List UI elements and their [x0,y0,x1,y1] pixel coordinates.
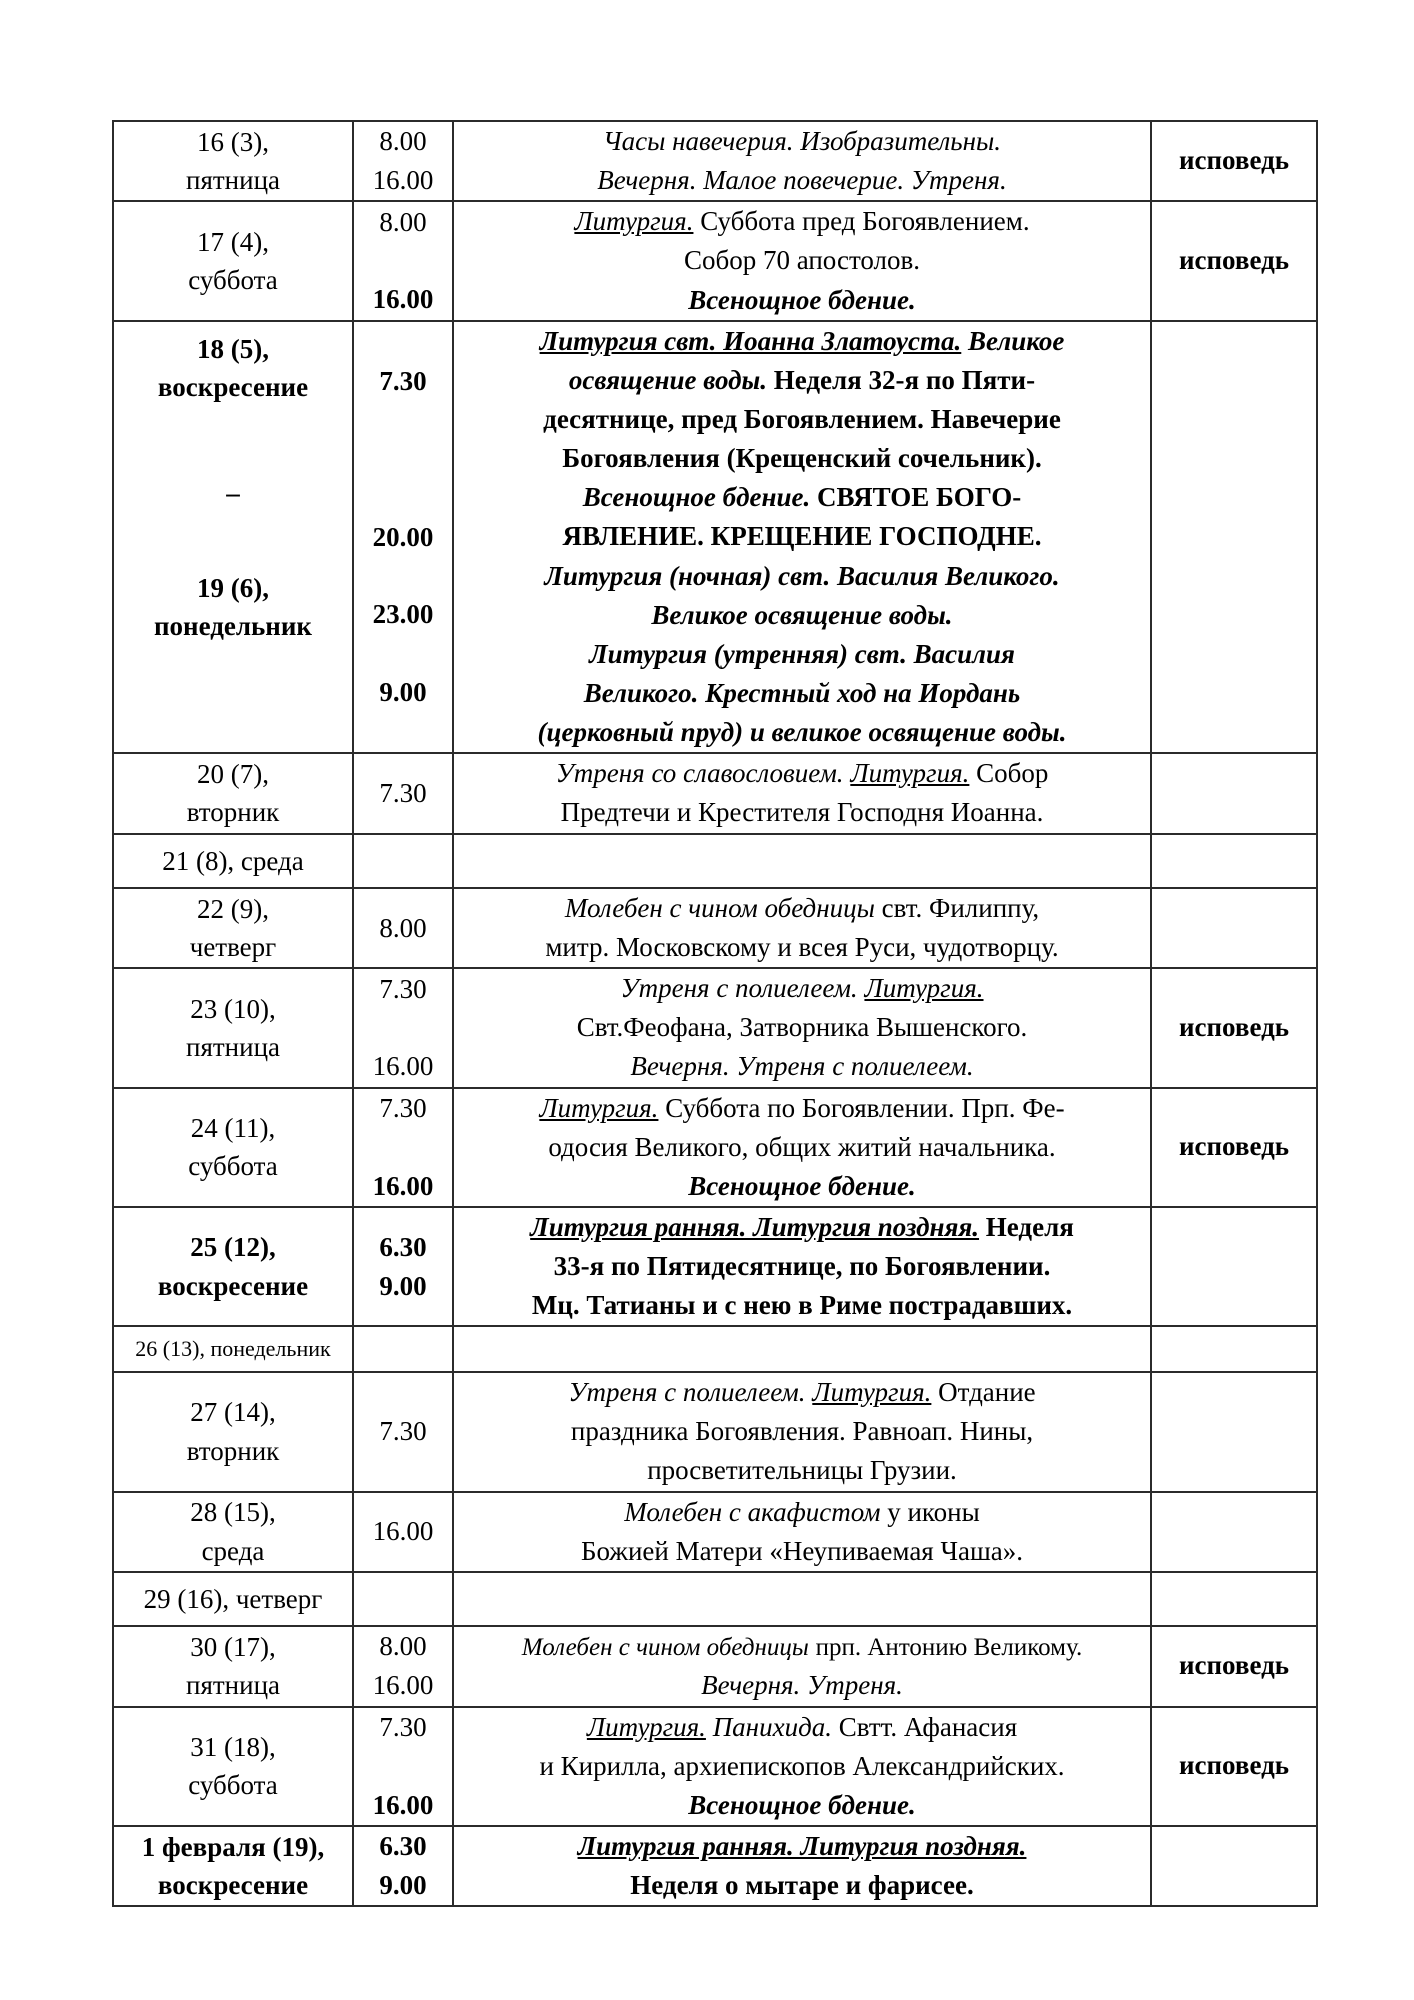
desc-text: Неделя [985,1211,1074,1242]
desc-liturgy-term: Литургия. [812,1377,932,1408]
desc-text: Свтт. Афанасия [838,1711,1018,1742]
weekday-line: понедельник [154,611,312,642]
table-row [113,1626,1317,1706]
table-row [113,201,1317,320]
confession-cell [1151,1572,1317,1626]
time-line: 16.00 [372,1516,434,1547]
desc-text: Собор [976,758,1049,789]
desc-line [454,557,1150,596]
date-line: 29 (16), четверг [143,1583,323,1614]
date-line: 22 (9), [197,893,269,924]
desc-italic: Великого. Крестный ход на Иордань [583,677,1021,708]
date-line: 30 (17), [190,1631,276,1662]
desc-line [454,889,1150,928]
table-row [113,1372,1317,1491]
table-row [113,888,1317,968]
desc-italic: Молебен с чином обедницы [521,1634,809,1662]
time-line: 7.30 [379,1416,427,1447]
date-line: 18 (5), [197,333,269,364]
date-line: 31 (18), [190,1731,276,1762]
date-cell [113,968,353,1087]
desc-italic: освящение воды. [568,364,767,395]
desc-line [454,1627,1150,1666]
desc-liturgy-term: Литургия. [586,1711,706,1742]
time-line: 8.00 [379,126,427,157]
table-row [113,1492,1317,1572]
description-cell [453,321,1151,754]
table-row-empty [113,1572,1317,1626]
desc-line: одосия Великого, общих житий начальника. [548,1131,1056,1162]
confession-cell [1151,834,1317,888]
time-cell [353,1372,453,1491]
desc-text: у иконы [887,1496,980,1527]
desc-line [454,713,1150,752]
date-top [114,330,352,407]
date-line: 16 (3), [197,126,269,157]
time-line: 8.00 [379,912,427,943]
date-cell [113,834,353,888]
desc-text: Неделя 32-я по Пяти- [773,364,1036,395]
desc-text: Суббота пред Богоявлением. [700,206,1030,237]
time-line: 9.00 [379,677,427,708]
desc-line: просветительницы Грузии. [647,1455,957,1486]
desc-italic: Молебен с акафистом [624,1496,881,1527]
desc-italic: Вечерня. Утреня с полиелеем. [630,1051,974,1082]
time-cell [353,1826,453,1906]
date-line: 23 (10), [190,993,276,1024]
weekday-line: вторник [186,1435,280,1466]
table-row [113,1207,1317,1326]
description-cell [453,834,1151,888]
confession-cell [1151,321,1317,754]
desc-text: прп. Антонию Великому. [815,1634,1083,1662]
desc-italic: Литургия (утренняя) свт. Василия [589,638,1015,669]
time-cell [353,1626,453,1706]
desc-line [454,1666,1150,1705]
desc-line: Мц. Татианы и с нею в Риме пострадавших. [531,1290,1073,1321]
table-row-empty [113,834,1317,888]
table-row-feast-block [113,321,1317,754]
description-cell [453,753,1151,833]
desc-liturgy-term: Литургия. [864,973,984,1004]
time-line: 7.30 [379,366,427,397]
confession-cell [1151,1826,1317,1906]
desc-line: 33-я по Пятидесятнице, по Богоявлении. [553,1251,1051,1282]
desc-line: Богоявления (Крещенский сочельник). [562,443,1042,474]
desc-italic: Утреня с полиелеем. [568,1377,806,1408]
desc-line [454,1827,1150,1866]
weekday-line: воскресение [157,372,309,403]
desc-liturgy-term: Литургия ранняя. Литургия поздняя. [577,1830,1027,1861]
time-line: 16.00 [372,284,434,315]
desc-italic: Всенощное бдение. [582,482,811,513]
description-cell [453,1372,1151,1491]
confession-cell [1151,888,1317,968]
desc-line [454,1708,1150,1747]
desc-text: Отдание [938,1377,1036,1408]
desc-italic: Великое [968,325,1065,356]
desc-line [454,122,1150,161]
time-line: 7.30 [379,973,427,1004]
date-cell [113,888,353,968]
confession-cell: исповедь [1151,1707,1317,1826]
desc-italic: Вечерня. Утреня. [701,1670,903,1701]
time-line: 7.30 [379,777,427,808]
date-cell [113,1492,353,1572]
desc-vigil-term: Всенощное бдение. [688,284,916,315]
desc-line [454,1047,1150,1086]
weekday-line: среда [201,1535,265,1566]
date-line: 20 (7), [197,759,269,790]
date-cell [113,1088,353,1207]
time-line: 20.00 [372,521,434,552]
date-cell [113,753,353,833]
service-schedule-table [112,120,1318,1907]
date-cell [113,201,353,320]
time-line: 6.30 [379,1831,427,1862]
desc-line [454,322,1150,361]
desc-liturgy-term: Литургия свт. Иоанна Златоуста. [539,325,962,356]
confession-cell [1151,1372,1317,1491]
desc-line [454,281,1150,320]
date-cell-range [113,321,353,754]
date-line: 1 февраля (19), [141,1831,325,1862]
description-cell [453,1326,1151,1372]
date-range-stack [114,322,352,652]
time-line: 8.00 [379,206,427,237]
desc-liturgy-term: Литургия. [574,206,694,237]
weekday-line: суббота [188,264,278,295]
desc-line [454,969,1150,1008]
confession-cell [1151,1326,1317,1372]
date-line: 27 (14), [190,1397,276,1428]
confession-cell: исповедь [1151,1626,1317,1706]
weekday-line: суббота [188,1151,278,1182]
confession-cell: исповедь [1151,1088,1317,1207]
description-cell [453,1492,1151,1572]
date-line: 26 (13), понедельник [135,1336,331,1362]
desc-italic: Великое освящение воды. [651,599,953,630]
time-cell [353,1326,453,1372]
time-line: 7.30 [379,1711,427,1742]
date-cell [113,121,353,201]
desc-line [454,1786,1150,1825]
date-cell [113,1572,353,1626]
desc-line: праздника Богоявления. Равноап. Нины, [570,1416,1034,1447]
desc-line [454,1208,1150,1247]
description-cell [453,1707,1151,1826]
table-row-empty [113,1326,1317,1372]
desc-vigil-term: Всенощное бдение. [688,1789,916,1820]
weekday-line: пятница [186,1031,280,1062]
desc-italic: Панихида. [712,1711,832,1742]
date-line: 17 (4), [197,226,269,257]
time-line: 16.00 [372,1051,434,1082]
weekday-line: пятница [186,165,280,196]
date-bottom [114,569,352,646]
desc-italic: Часы навечерия. Изобразительны. [602,126,1001,156]
confession-cell: исповедь [1151,201,1317,320]
date-cell [113,1372,353,1491]
description-cell [453,1572,1151,1626]
description-cell [453,1826,1151,1906]
description-cell [453,1626,1151,1706]
weekday-line: воскресение [157,1270,309,1301]
desc-text: СВЯТОЕ БОГО- [816,482,1022,513]
desc-line [454,361,1150,400]
desc-line [454,202,1150,241]
desc-italic: Молебен с чином обедницы [564,892,875,923]
date-cell [113,1207,353,1326]
time-line: 16.00 [372,1670,434,1701]
desc-liturgy-term: Литургия. [850,758,970,789]
desc-italic: Вечерня. Малое повечерие. Утреня. [597,165,1007,196]
date-cell [113,1707,353,1826]
desc-line [454,161,1150,200]
time-cell [353,1492,453,1572]
desc-vigil-term: Всенощное бдение. [688,1170,916,1201]
time-cell [353,121,453,201]
time-line: 16.00 [372,1170,434,1201]
date-range-dash: – [226,477,240,508]
desc-line [454,1167,1150,1206]
time-line: 16.00 [372,1789,434,1820]
description-cell [453,1207,1151,1326]
desc-text: свт. Филиппу, [881,892,1040,923]
date-line: 21 (8), среда [162,845,304,876]
desc-italic: Утреня со славословием. [555,758,844,789]
time-cell [353,1207,453,1326]
time-cell [353,201,453,320]
desc-line: митр. Московскому и всея Руси, чудотворцу. [545,932,1059,962]
desc-line [454,1493,1150,1532]
time-line: 23.00 [372,599,434,630]
desc-line [454,674,1150,713]
time-line: 9.00 [379,1270,427,1301]
desc-liturgy-term: Литургия ранняя. Литургия поздняя. [530,1211,980,1242]
table-row [113,1088,1317,1207]
time-line: 8.00 [379,1631,427,1662]
confession-cell: исповедь [1151,121,1317,201]
table-row [113,1707,1317,1826]
desc-line: Неделя о мытаре и фарисее. [630,1870,974,1901]
desc-line [454,754,1150,793]
desc-line: десятнице, пред Богоявлением. Навечерие [543,403,1061,434]
desc-text: Суббота по Богоявлении. Прп. Фе- [665,1092,1065,1123]
time-cell [353,753,453,833]
time-cell [353,321,453,754]
description-cell [453,888,1151,968]
table-row [113,753,1317,833]
date-cell [113,1826,353,1906]
confession-cell [1151,753,1317,833]
time-cell [353,1088,453,1207]
weekday-line: вторник [186,797,280,828]
date-cell [113,1326,353,1372]
desc-line: Божией Матери «Неупиваемая Чаша». [580,1535,1024,1566]
time-line: 7.30 [379,1092,427,1123]
description-cell [453,121,1151,201]
table-row [113,121,1317,201]
desc-line [454,478,1150,517]
description-cell [453,1088,1151,1207]
desc-line: ЯВЛЕНИЕ. КРЕЩЕНИЕ ГОСПОДНЕ. [562,521,1042,552]
desc-italic: Утреня с полиелеем. [620,973,858,1004]
desc-line [454,1373,1150,1412]
time-line: 9.00 [379,1870,427,1901]
time-cell [353,834,453,888]
time-cell [353,1707,453,1826]
weekday-line: суббота [188,1770,278,1801]
description-cell [453,968,1151,1087]
table-row [113,968,1317,1087]
desc-line [454,596,1150,635]
desc-line: Предтечи и Крестителя Господня Иоанна. [560,797,1044,828]
desc-italic: Литургия (ночная) свт. Василия Великого. [544,560,1060,591]
desc-line: и Кирилла, архиепископов Александрийских. [539,1750,1065,1781]
weekday-line: пятница [186,1670,280,1701]
date-line: 25 (12), [190,1232,276,1263]
desc-line [454,1089,1150,1128]
weekday-line: воскресение [157,1870,309,1901]
description-cell [453,201,1151,320]
desc-line: Собор 70 апостолов. [683,245,921,276]
time-cell [353,1572,453,1626]
confession-cell [1151,1492,1317,1572]
weekday-line: четверг [189,932,277,962]
date-line: 19 (6), [197,573,269,604]
desc-line [454,635,1150,674]
date-line: 28 (15), [190,1497,276,1528]
time-cell [353,888,453,968]
confession-cell: исповедь [1151,968,1317,1087]
table-row [113,1826,1317,1906]
date-cell [113,1626,353,1706]
time-line: 16.00 [372,165,434,196]
desc-line: Свт.Феофана, Затворника Вышенского. [576,1012,1028,1043]
desc-liturgy-term: Литургия. [539,1092,659,1123]
date-line: 24 (11), [190,1112,276,1143]
time-line: 6.30 [379,1231,427,1262]
time-cell [353,968,453,1087]
confession-cell [1151,1207,1317,1326]
desc-italic: (церковный пруд) и великое освящение воды. [537,717,1067,748]
